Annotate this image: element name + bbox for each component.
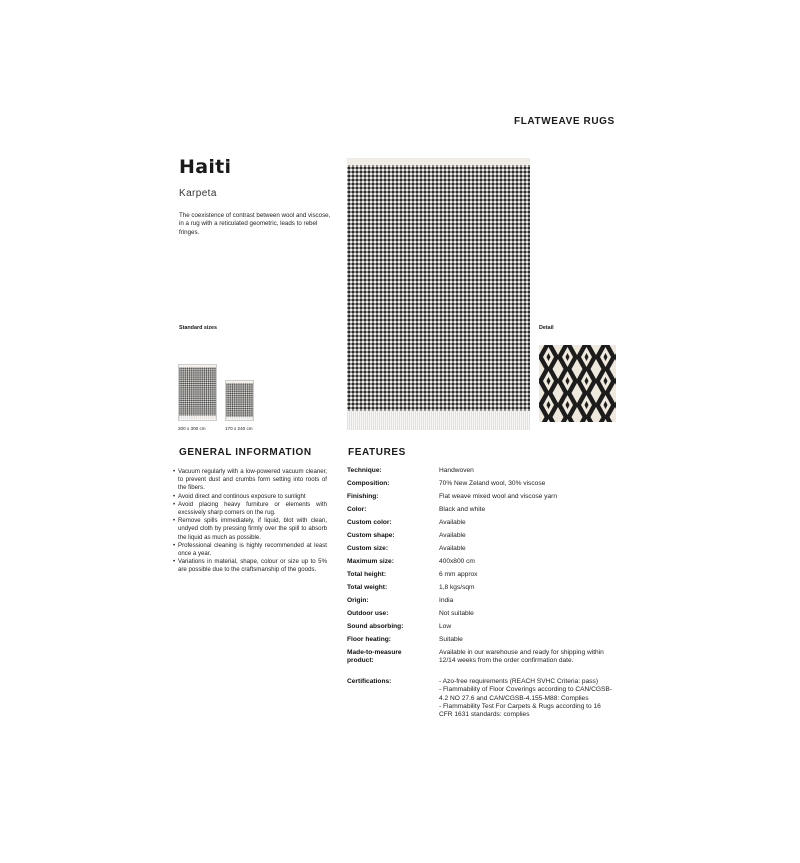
feature-value: 1,8 kgs/sqm	[439, 584, 475, 591]
feature-value: Available in our warehouse and ready for shipping within 12/14 weeks from the order confirmation date.	[439, 649, 604, 665]
feature-key: Outdoor use:	[347, 610, 389, 617]
feature-value: Not suitable	[439, 610, 474, 617]
feature-row	[347, 623, 617, 631]
feature-key: Sound absorbing:	[347, 623, 404, 630]
product-title: Haiti	[179, 156, 232, 178]
feature-value: India	[439, 597, 454, 604]
feature-row	[347, 558, 617, 566]
feature-row	[347, 519, 617, 527]
feature-value: Flat weave mixed wool and viscose yarn	[439, 493, 558, 500]
feature-key: Total weight:	[347, 584, 388, 591]
product-description: The coexistence of contrast between wool and viscose, in a rug with a reticulated geometric, leads to rebel fringes.	[179, 212, 331, 236]
feature-value: 400x800 cm	[439, 558, 475, 565]
rug-thumbnail-large	[178, 364, 217, 421]
detail-label: Detail	[539, 325, 554, 331]
feature-row	[347, 636, 617, 644]
feature-key: Custom shape:	[347, 532, 395, 539]
feature-row	[347, 597, 617, 605]
list-item: • Vacuum regularly with a low-powered vacuum cleaner, to prevent dust and crumbs form setting into roots of the fibers.	[173, 468, 327, 493]
list-item: • Remove spills immediately, if liquid, blot with clean, undyed cloth by pressing firmly over the spill to absorb the liquid as much as possible.	[173, 517, 327, 542]
feature-row	[347, 610, 617, 618]
general-information-list	[173, 468, 327, 575]
feature-row	[347, 506, 617, 514]
feature-key: Composition:	[347, 480, 390, 487]
feature-value: Handwoven	[439, 467, 474, 474]
feature-value: 6 mm approx	[439, 571, 478, 578]
feature-value: Low	[439, 623, 452, 630]
features-heading: FEATURES	[348, 447, 406, 458]
feature-row	[347, 467, 617, 475]
list-item: • Avoid placing heavy furniture or elements with excssively sharp corners on the rug.	[173, 501, 327, 517]
feature-value: 70% New Zeland wool, 30% viscose	[439, 480, 546, 487]
list-item: • Professional cleaning is highly recommended at least once a year.	[173, 542, 327, 558]
features-table	[347, 467, 617, 720]
feature-row	[347, 571, 617, 579]
feature-key: Color:	[347, 506, 367, 513]
size-label-large: 200 x 300 cm	[178, 426, 206, 431]
feature-key: Origin:	[347, 597, 369, 604]
feature-row	[347, 532, 617, 540]
feature-row	[347, 545, 617, 553]
rug-thumbnail-small	[225, 380, 254, 421]
feature-key: Certifications:	[347, 677, 392, 685]
rug-main-image	[347, 158, 530, 430]
feature-row	[347, 584, 617, 592]
list-item: • Variations in material, shape, colour or size up to 5% are possible due to the craftsmanship of the goods.	[173, 558, 327, 574]
general-information-heading: GENERAL INFORMATION	[179, 447, 312, 458]
feature-key: Technique:	[347, 467, 382, 474]
feature-value: Available	[439, 532, 466, 539]
feature-value: Available	[439, 519, 466, 526]
standard-sizes-label: Standard sizes	[179, 325, 218, 331]
feature-key: Finishing:	[347, 493, 379, 500]
size-label-small: 170 x 240 cm	[225, 426, 253, 431]
feature-value: - Azo-free requirements (REACH SVHC Criteria: pass) - Flammability of Floor Coverings according to CAN/CGSB-4.2 NO 27.6 and CAN/CGSB-4.155-M88: Complies - Flammability Test For Carpets & Rugs according to 16 CFR 1631 standards: complies	[439, 677, 612, 719]
feature-key: Custom color:	[347, 519, 392, 526]
rug-detail-image	[539, 345, 616, 422]
feature-row	[347, 678, 617, 720]
feature-row	[347, 480, 617, 488]
list-item: • Avoid direct and continous exposure to sunlight	[173, 493, 327, 501]
feature-key: Total height:	[347, 571, 387, 578]
feature-key: Maximum size:	[347, 558, 394, 565]
feature-value: Available	[439, 545, 466, 552]
feature-value: Suitable	[439, 636, 463, 643]
feature-key: Custom size:	[347, 545, 389, 552]
feature-value: Black and white	[439, 506, 486, 513]
feature-row	[347, 493, 617, 501]
feature-row	[347, 649, 617, 666]
feature-key: Made-to-measure product:	[347, 649, 402, 665]
category-heading: FLATWEAVE RUGS	[514, 116, 615, 127]
feature-key: Floor heating:	[347, 636, 391, 643]
product-subtitle: Karpeta	[179, 188, 217, 199]
